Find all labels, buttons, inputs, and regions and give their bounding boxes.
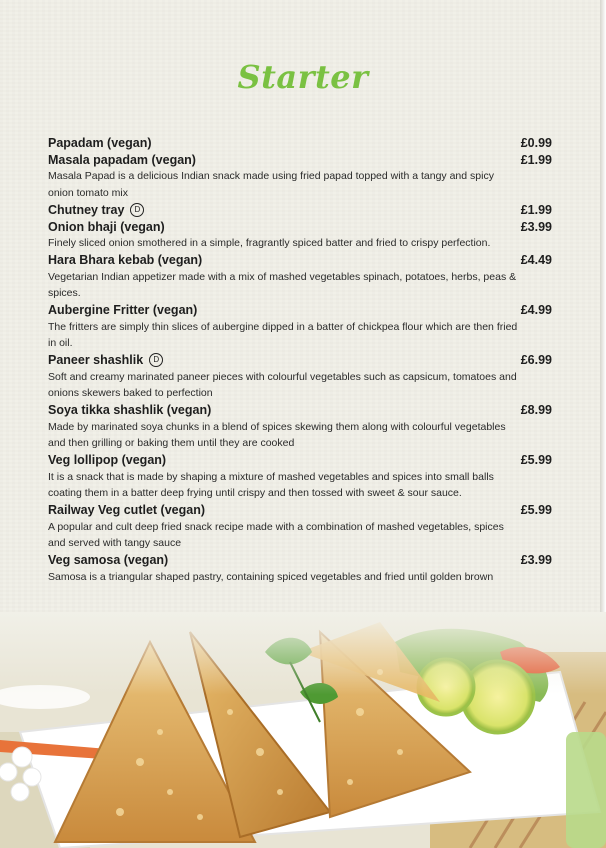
menu-item-paneer-shashlik <box>48 352 552 402</box>
samosa-illustration <box>0 612 606 848</box>
menu-item-papadam <box>48 134 552 151</box>
item-price: £3.99 <box>520 219 552 234</box>
item-price: £0.99 <box>520 135 552 150</box>
item-price: £6.99 <box>520 353 552 367</box>
item-description: The fritters are simply thin slices of aubergine dipped in a batter of chickpea flour which are then fried in oil. <box>48 320 518 349</box>
item-description: Samosa is a triangular shaped pastry, containing spiced vegetables and fried until golden brown <box>48 570 494 583</box>
item-name: Masala papadam (vegan) <box>48 152 196 167</box>
item-price: £4.99 <box>520 303 552 317</box>
item-name: Hara Bhara kebab (vegan) <box>48 253 203 267</box>
menu-item-veg-samosa <box>48 552 552 586</box>
menu-item-onion-bhaji <box>48 218 552 252</box>
menu-item-chutney-tray <box>48 201 552 218</box>
dairy-icon: D <box>130 203 144 217</box>
item-price: £1.99 <box>520 202 552 217</box>
item-description: Masala Papad is a delicious Indian snack made using fried papad topped with a tangy and spicy onion tomato mix <box>48 170 494 199</box>
item-price: £3.99 <box>520 553 552 567</box>
item-name: Aubergine Fritter (vegan) <box>48 303 198 317</box>
item-name: Railway Veg cutlet (vegan) <box>48 503 205 517</box>
page-title: Starter <box>237 58 369 96</box>
item-description: It is a snack that is made by shaping a mixture of mashed vegetables and spices into small balls coating them in a batter deep frying until crispy and then tossed with sweet & sour sauce. <box>48 470 494 499</box>
item-price: £5.99 <box>520 503 552 517</box>
item-description: Soft and creamy marinated paneer pieces with colourful vegetables such as capsicum, tomatoes and onions skewers baked to perfection <box>48 370 517 399</box>
item-price: £4.49 <box>520 253 552 267</box>
item-name: Papadam (vegan) <box>48 135 152 150</box>
menu-item-masala-papadam <box>48 151 552 201</box>
item-description: Finely sliced onion smothered in a simple, fragrantly spiced batter and fried to crispy perfection. <box>48 237 491 249</box>
menu-item-soya-tikka-shashlik <box>48 402 552 452</box>
item-description: Vegetarian Indian appetizer made with a mix of mashed vegetables spinach, potatoes, herbs, peas & spices. <box>48 270 517 299</box>
item-price: £5.99 <box>520 453 552 467</box>
menu-item-aubergine-fritter <box>48 302 552 352</box>
dairy-icon: D <box>149 353 163 367</box>
menu-list <box>48 134 552 585</box>
item-name: Onion bhaji (vegan) <box>48 219 165 234</box>
item-name <box>48 353 163 367</box>
item-name-text: Paneer shashlik <box>48 353 144 367</box>
samosa-photo <box>0 612 606 848</box>
item-description: Made by marinated soya chunks in a blend of spices skewing them along with colourful vegetables and then grilling or baking them until they are cooked <box>48 420 506 449</box>
menu-item-railway-veg-cutlet <box>48 502 552 552</box>
item-price: £1.99 <box>520 152 552 167</box>
item-description: A popular and cult deep fried snack recipe made with a combination of mashed vegetables, spices and served with tangy sauce <box>48 520 504 549</box>
item-name <box>48 203 144 217</box>
menu-item-veg-lollipop <box>48 452 552 502</box>
item-name-text: Chutney tray <box>48 202 125 217</box>
item-name: Veg lollipop (vegan) <box>48 453 167 467</box>
item-name: Veg samosa (vegan) <box>48 553 169 567</box>
menu-item-hara-bhara-kebab <box>48 252 552 302</box>
item-name: Soya tikka shashlik (vegan) <box>48 403 212 417</box>
item-price: £8.99 <box>520 403 552 417</box>
